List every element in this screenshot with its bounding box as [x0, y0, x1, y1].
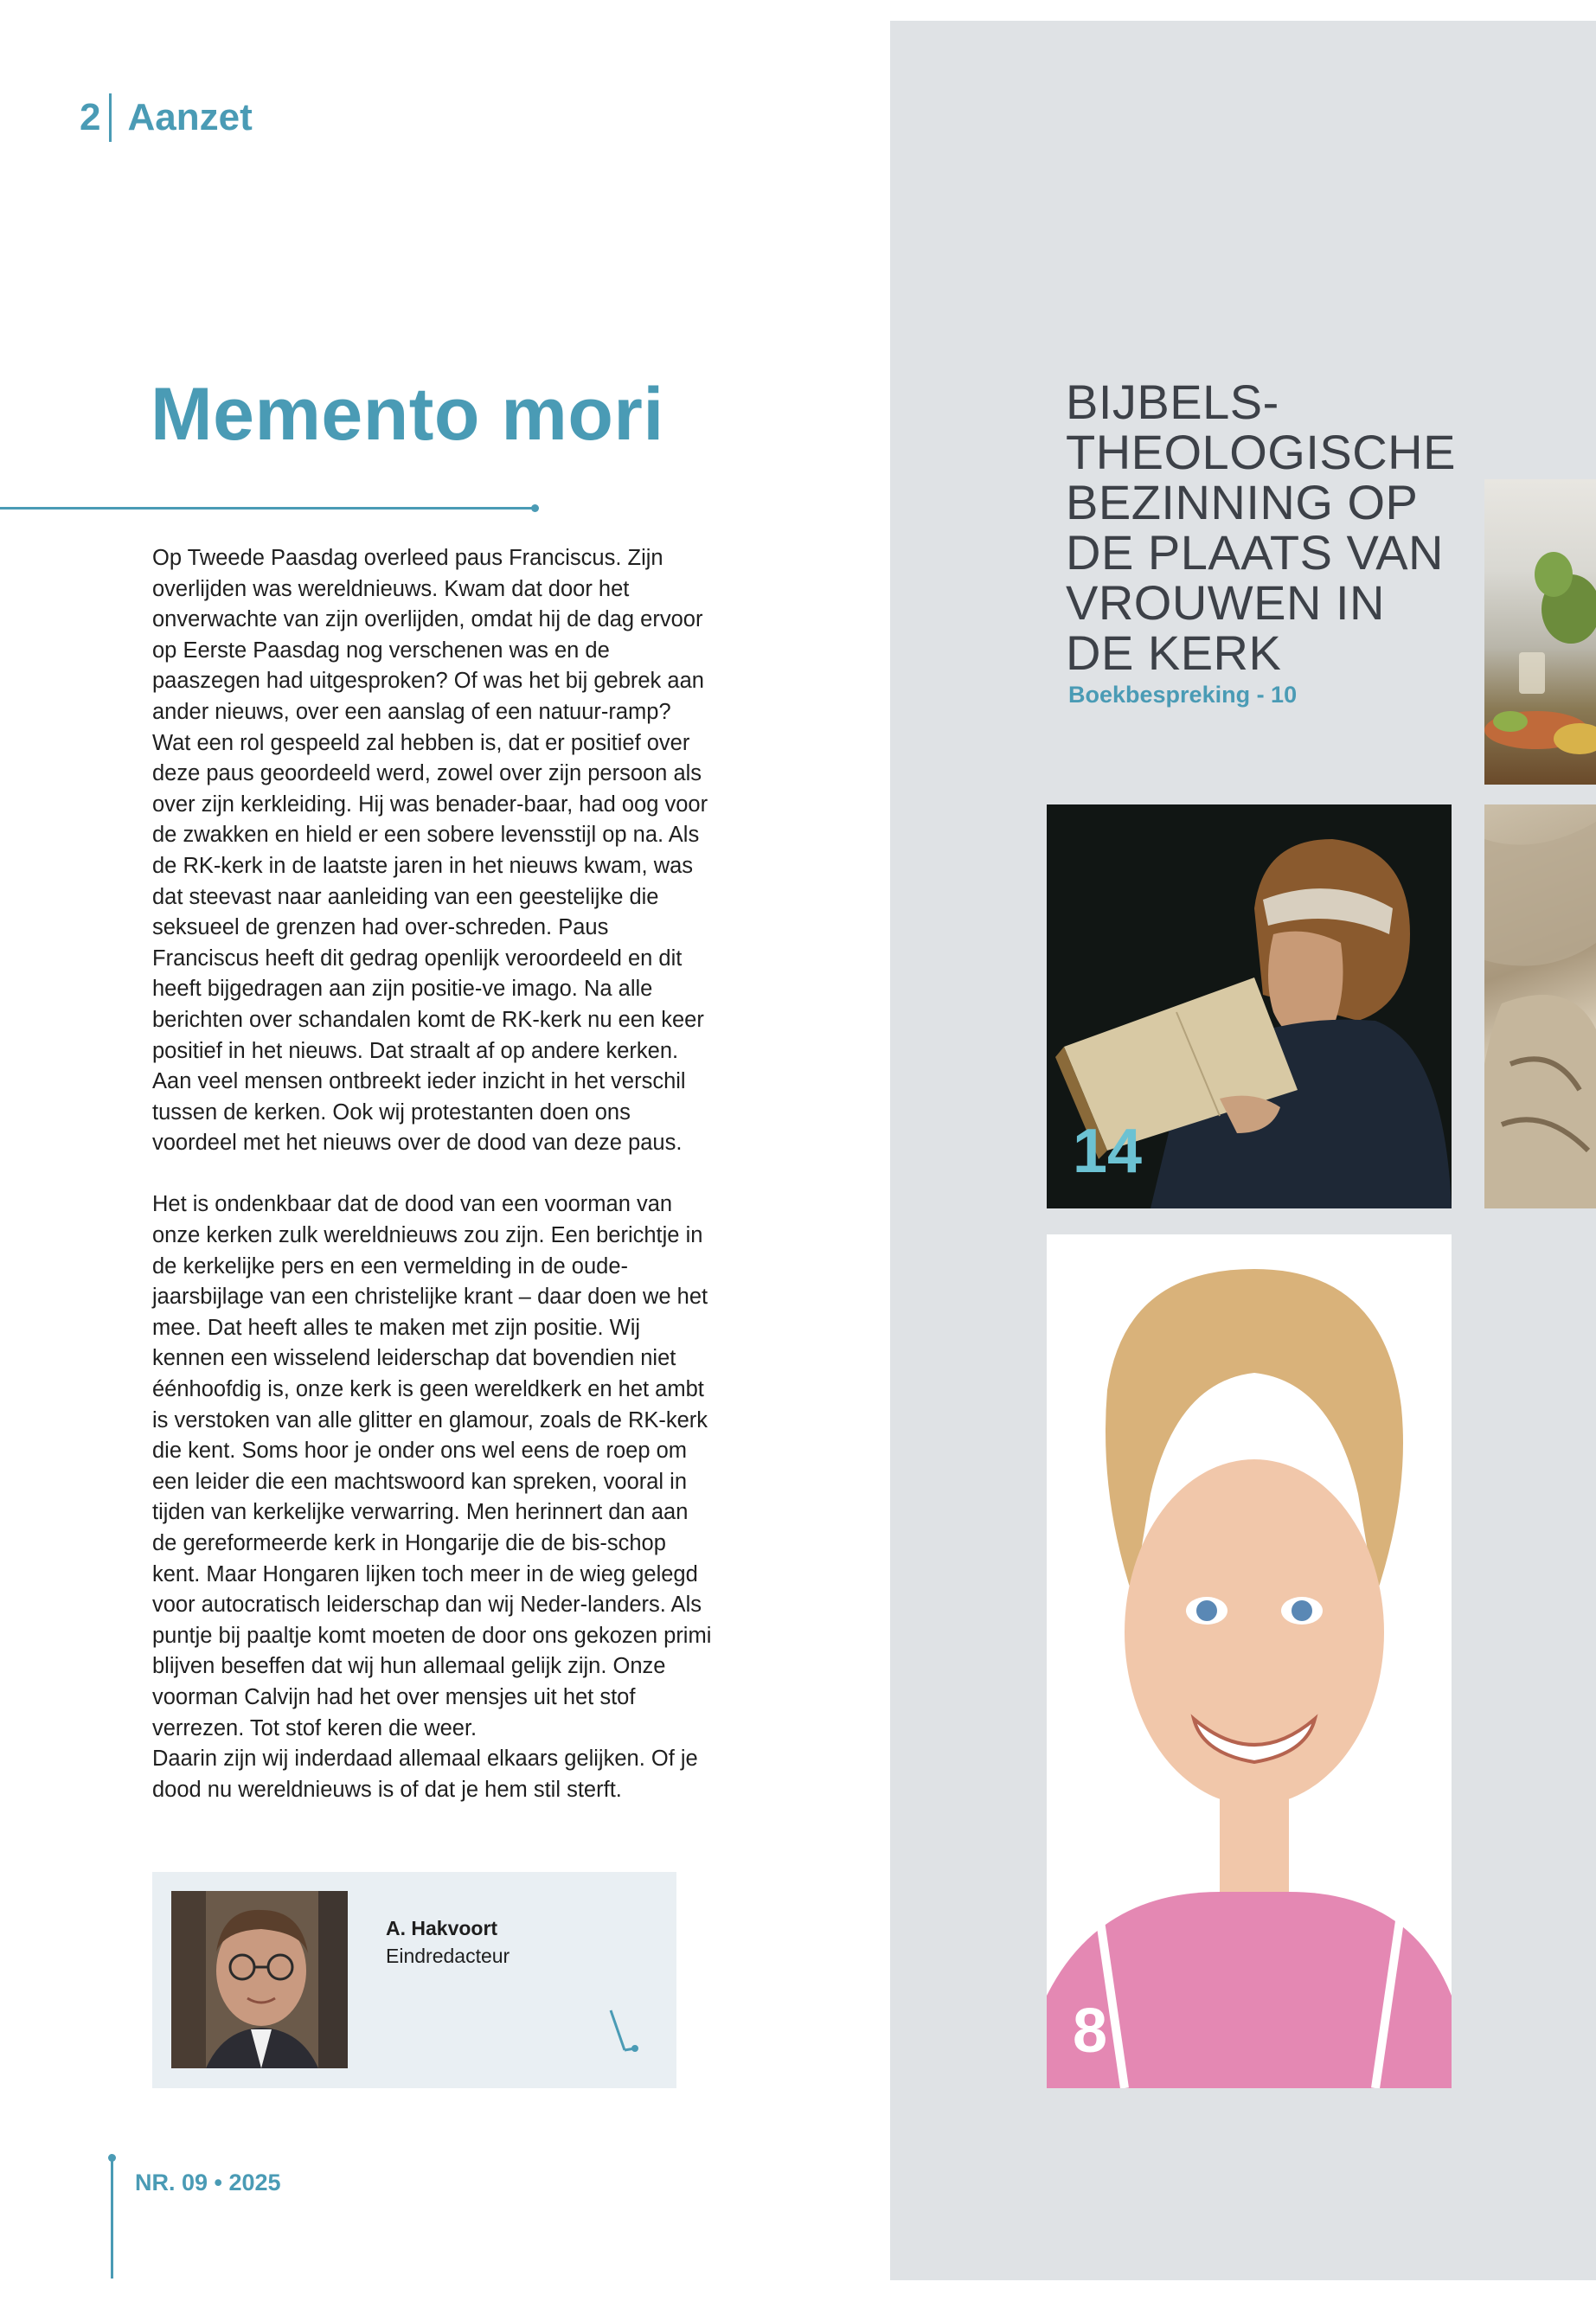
author-name: A. Hakvoort [386, 1917, 498, 1939]
stone-image-tile[interactable] [1484, 804, 1596, 1208]
title-rule [0, 507, 536, 510]
food-image-tile[interactable] [1484, 479, 1596, 785]
author-photo [171, 1891, 348, 2068]
title-rule-dot [531, 504, 539, 512]
child-portrait-tile[interactable] [1047, 1234, 1452, 2088]
section-title: Aanzet [127, 96, 253, 138]
section-header [80, 93, 253, 142]
author-role: Eindredacteur [386, 1945, 510, 1967]
author-box [152, 1872, 676, 2088]
reading-woman-image-tile[interactable] [1047, 804, 1452, 1208]
header-divider [109, 93, 112, 142]
issue-label: NR. 09 • 2025 [135, 2170, 281, 2195]
article-title: Memento mori [151, 373, 664, 456]
article-paragraph: Daarin zijn wij inderdaad allemaal elkaars gelijken. Of je dood nu wereldnieuws is of dat je hem stil sterft. [152, 1747, 698, 1802]
feature-heading[interactable]: BIJBELS-THEOLOGISCHE BEZINNING OP DE PLAATS VAN VROUWEN IN DE KERK [1066, 375, 1456, 680]
page-number: 2 [80, 96, 101, 138]
article-paragraph: Het is ondenkbaar dat de dood van een voorman van onze kerken zulk wereldnieuws zou zijn. Een berichtje in de kerkelijke pers en een vermelding in de oude-jaarsbijlage van een christelijke krant – daar doen we het mee. Dat heeft alles te maken met zijn positie. Wij kennen een wisselend leiderschap dat bovendien niet éénhoofdig is, onze kerk is geen wereldkerk en het ambt is verstoken van alle glitter en glamour, zoals de RK-kerk die kent. Soms hoor je onder ons wel eens de roep om een leider die een machtswoord kan spreken, vooral in tijden van kerkelijke verwarring. Men herinnert dan aan de gereformeerde kerk in Hongarije die de bis-schop kent. Maar Hongaren lijken toch meer in de wieg gelegd voor autocratisch leiderschap dan wij Neder-landers. Als puntje bij paaltje komt moeten de door ons gekozen primi blijven beseffen dat wij hun allemaal gelijk zijn. Onze voorman Calvijn had het over mensjes uit het stof verrezen. Tot stof keren die weer. [152, 1192, 712, 1740]
feature-subtitle[interactable]: Boekbespreking - 10 [1068, 682, 1298, 708]
tile-page-number: 8 [1073, 1997, 1108, 2066]
signature-mark-icon [607, 2007, 642, 2059]
article-body [152, 543, 715, 1805]
tile-page-number: 14 [1073, 1117, 1143, 1186]
footer-divider [111, 2157, 113, 2279]
article-paragraph: Op Tweede Paasdag overleed paus Franciscus. Zijn overlijden was wereldnieuws. Kwam dat door het onverwachte van zijn overlijden, omdat hij de dag ervoor op Eerste Paasdag nog verschenen was en de paaszegen had uitgesproken? Of was het bij gebrek aan ander nieuws, over een aanslag of een natuur-ramp? Wat een rol gespeeld zal hebben is, dat er positief over deze paus geoordeeld werd, zowel over zijn persoon als over zijn kerkleiding. Hij was benader-baar, had oog voor de zwakken en hield er een sobere levensstijl op na. Als de RK-kerk in de laatste jaren in het nieuws kwam, was dat steevast naar aanleiding van een geestelijke die seksueel de grenzen had over-schreden. Paus Franciscus heeft dit gedrag openlijk veroordeeld en dit heeft bijgedragen aan zijn positie-ve imago. Na alle berichten over schandalen komt de RK-kerk nu een keer positief in het nieuws. Dat straalt af op andere kerken. Aan veel mensen ontbreekt ieder inzicht in het verschil tussen de kerken. Ook wij protestanten doen ons voordeel met het nieuws over de dood van deze paus. [152, 546, 708, 1156]
